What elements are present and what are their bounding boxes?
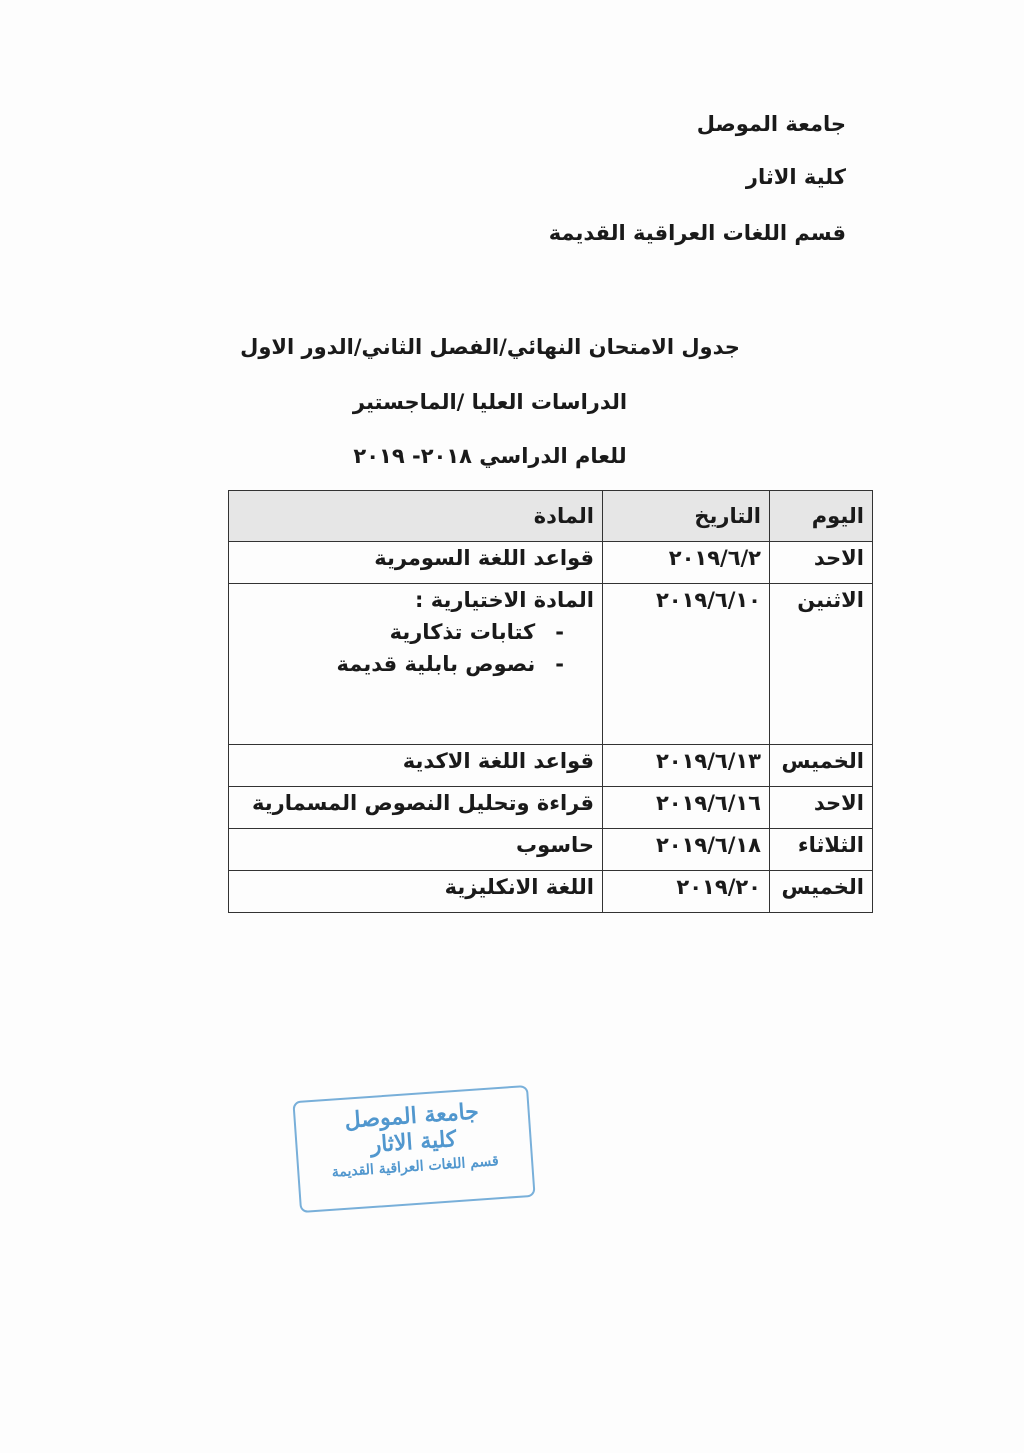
header-date: التاريخ bbox=[603, 491, 770, 542]
schedule-title: جدول الامتحان النهائي/الفصل الثاني/الدور الاول bbox=[240, 335, 740, 359]
table-row bbox=[229, 745, 873, 787]
bullet-dash: - bbox=[555, 652, 564, 676]
table-row bbox=[229, 787, 873, 829]
header-day: اليوم bbox=[770, 491, 873, 542]
academic-year: للعام الدراسي ٢٠١٨- ٢٠١٩ bbox=[353, 444, 627, 468]
subject-cell: قواعد اللغة الاكدية bbox=[229, 745, 603, 787]
date-cell: ٢٠١٩/٦/١٣ bbox=[603, 745, 770, 787]
table-row bbox=[229, 542, 873, 584]
elective-option-label: نصوص بابلية قديمة bbox=[336, 652, 536, 676]
subject-cell: اللغة الانكليزية bbox=[229, 871, 603, 913]
subject-cell: حاسوب bbox=[229, 829, 603, 871]
stamp-college: كلية الاثار bbox=[369, 1126, 458, 1158]
day-cell: الاحد bbox=[770, 542, 873, 584]
day-cell: الاحد bbox=[770, 787, 873, 829]
day-cell: الثلاثاء bbox=[770, 829, 873, 871]
subject-cell: قواعد اللغة السومرية bbox=[229, 542, 603, 584]
date-cell: ٢٠١٩/٦/١٠ bbox=[603, 584, 770, 745]
college-name: كلية الاثار bbox=[745, 165, 846, 189]
date-cell: ٢٠١٩/٦/٢ bbox=[603, 542, 770, 584]
subject-cell: قراءة وتحليل النصوص المسمارية bbox=[229, 787, 603, 829]
table-row bbox=[229, 871, 873, 913]
header-subject: المادة bbox=[229, 491, 603, 542]
elective-option bbox=[237, 620, 564, 644]
table-row bbox=[229, 829, 873, 871]
table-row bbox=[229, 584, 873, 745]
elective-title: المادة الاختيارية : bbox=[415, 588, 594, 612]
department-stamp bbox=[292, 1085, 535, 1213]
day-cell: الخميس bbox=[770, 871, 873, 913]
day-cell: الخميس bbox=[770, 745, 873, 787]
stamp-university: جامعة الموصل bbox=[343, 1098, 480, 1134]
university-name: جامعة الموصل bbox=[696, 112, 846, 136]
exam-schedule-table bbox=[228, 490, 873, 913]
table-header-row bbox=[229, 491, 873, 542]
department-name: قسم اللغات العراقية القديمة bbox=[548, 221, 846, 245]
date-cell: ٢٠١٩/٦/١٨ bbox=[603, 829, 770, 871]
bullet-dash: - bbox=[555, 620, 564, 644]
day-cell: الاثنين bbox=[770, 584, 873, 745]
elective-option-label: كتابات تذكارية bbox=[389, 620, 536, 644]
date-cell: ٢٠١٩/٢٠ bbox=[603, 871, 770, 913]
date-cell: ٢٠١٩/٦/١٦ bbox=[603, 787, 770, 829]
schedule-subtitle: الدراسات العليا /الماجستير bbox=[352, 390, 628, 414]
stamp-department: قسم اللغات العراقية القديمة bbox=[331, 1153, 500, 1181]
elective-option bbox=[237, 652, 564, 676]
subject-cell bbox=[229, 584, 603, 745]
